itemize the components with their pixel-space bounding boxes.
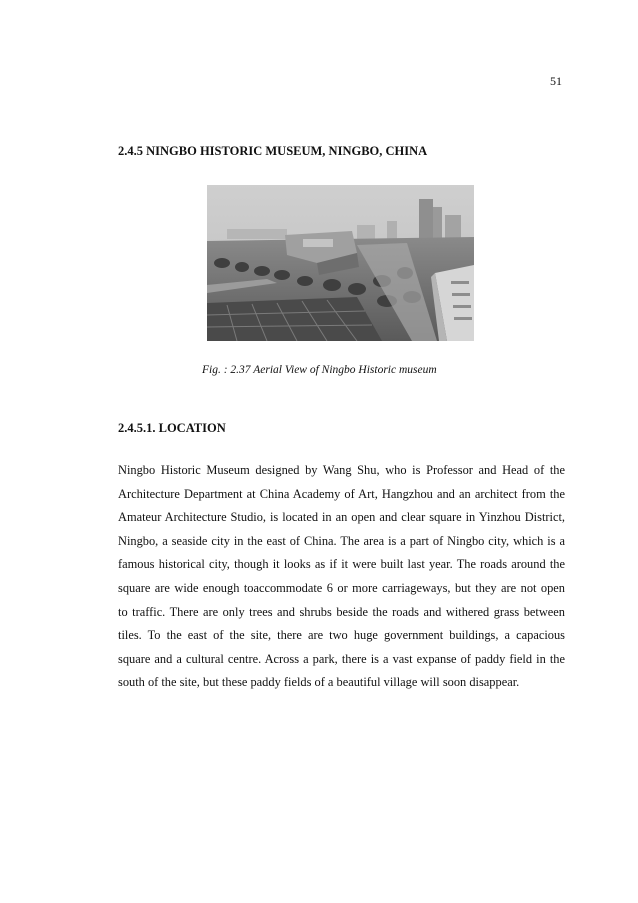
paragraph-line: Architecture Department at China Academy of Art, Hangzhou and an architect from the bbox=[118, 486, 565, 501]
paragraph-line: tiles. To the east of the site, there are two huge government buildings, a capacious bbox=[118, 628, 565, 643]
paragraph-line: Ningbo Historic Museum designed by Wang Shu, who is Professor and Head of the bbox=[118, 463, 565, 477]
paragraph-line: famous historical city, though it looks as if it were built last year. The roads around the bbox=[118, 557, 565, 572]
paragraph-line: Ningbo, a seaside city in the east of China. The area is a part of Ningbo city, which is a bbox=[118, 533, 565, 548]
subsection-heading: 2.4.5.1. LOCATION bbox=[118, 421, 226, 435]
section-heading: 2.4.5 NINGBO HISTORIC MUSEUM, NINGBO, CHINA bbox=[118, 144, 428, 158]
paragraph-line: square and a cultural centre. Across a park, there is a vast expanse of paddy field in the bbox=[118, 651, 565, 666]
figure-caption: Fig. : 2.37 Aerial View of Ningbo Historic museum bbox=[202, 364, 437, 376]
paragraph-line: south of the site, but these paddy fields of a beautiful village will soon disappear. bbox=[118, 675, 520, 690]
paragraph-line: square are wide enough toaccommodate 6 or more carriageways, but they are not open bbox=[118, 580, 565, 595]
page-number: 51 bbox=[550, 74, 562, 88]
paragraph-line: to traffic. There are only trees and shrubs beside the roads and withered grass between bbox=[118, 604, 565, 619]
body-paragraph bbox=[118, 459, 565, 695]
paragraph-line: Amateur Architecture Studio, is located in an open and clear square in Yinzhou District, bbox=[118, 510, 565, 525]
aerial-photo bbox=[207, 185, 474, 341]
